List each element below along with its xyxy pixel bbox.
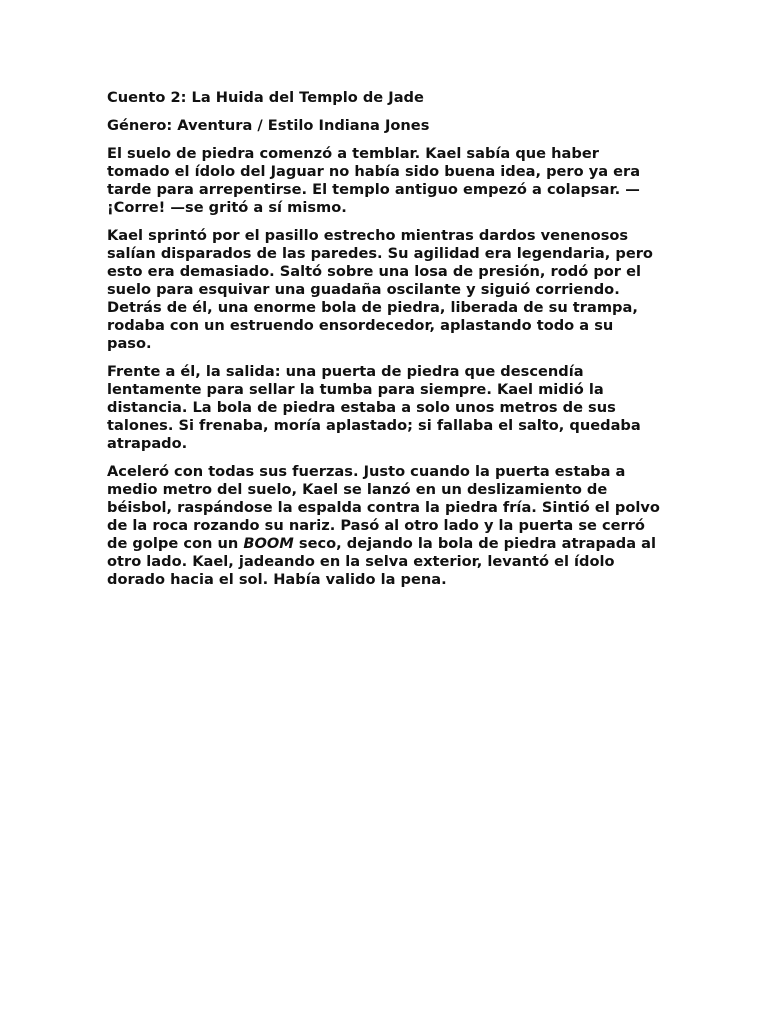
paragraph-4-text-start: Aceleró con todas sus fuerzas. Justo cuando la puerta estaba a medio metro del suelo, Kael se lanzó en un deslizamiento de béisbol, raspándose la espalda contra la piedra fría. Sintió el polvo de la roca rozando su nariz. Pasó al otro lado y la puerta se cerró de golpe con un bbox=[107, 463, 660, 552]
story-genre: Género: Aventura / Estilo Indiana Jones bbox=[107, 117, 430, 134]
story-paragraph-3: Frente a él, la salida: una puerta de piedra que descendía lentamente para sellar la tumba para siempre. Kael midió la distancia. La bola de piedra estaba a solo unos metros de sus talones. Si frenaba, moría aplastado; si fallaba el salto, quedaba atrapado. bbox=[107, 363, 641, 452]
paragraph-4-text-end: seco, dejando la bola de piedra atrapada al otro lado. Kael, jadeando en la selva exterior, levantó el ídolo dorado hacia el sol. Había valido la pena. bbox=[107, 535, 656, 588]
boom-emphasis: BOOM bbox=[243, 535, 294, 552]
story-title: Cuento 2: La Huida del Templo de Jade bbox=[107, 89, 424, 106]
story-paragraph-1: El suelo de piedra comenzó a temblar. Kael sabía que haber tomado el ídolo del Jaguar no había sido buena idea, pero ya era tarde para arrepentirse. El templo antiguo empezó a colapsar. —¡Corre! —se gritó a sí mismo. bbox=[107, 145, 641, 216]
story-paragraph-2: Kael sprintó por el pasillo estrecho mientras dardos venenosos salían disparados de las paredes. Su agilidad era legendaria, pero esto era demasiado. Saltó sobre una losa de presión, rodó por el suelo para esquivar una guadaña oscilante y siguió corriendo. Detrás de él, una enorme bola de piedra, liberada de su trampa, rodaba con un estruendo ensordecedor, aplastando todo a su paso. bbox=[107, 227, 653, 352]
story-paragraph-4 bbox=[107, 463, 662, 589]
document-body bbox=[107, 89, 662, 599]
